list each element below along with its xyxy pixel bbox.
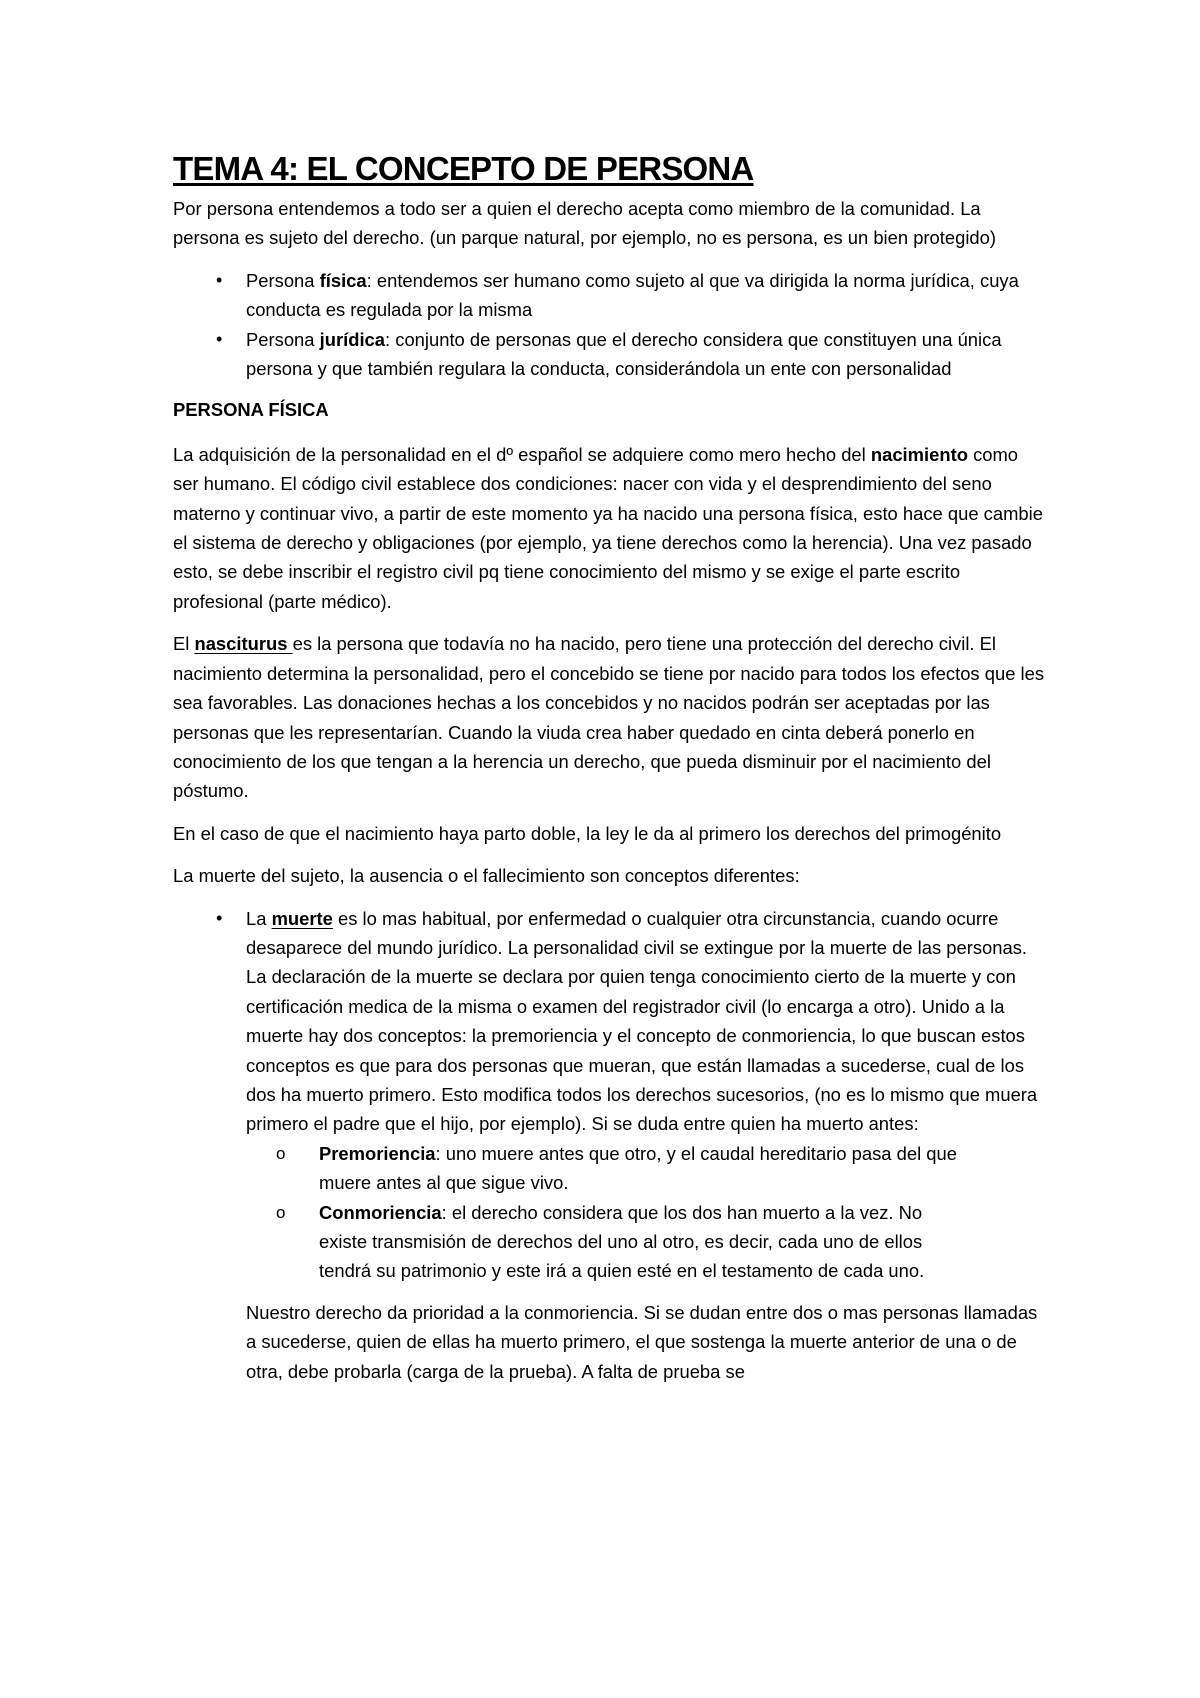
term-conmoriencia: Conmoriencia: [319, 1201, 442, 1223]
item-text: : uno muere antes que otro, y el caudal hereditario pasa del que muere antes al que sigue vivo.: [319, 1142, 957, 1194]
item-prefix: Persona: [246, 269, 320, 291]
text-segment: es lo mas habitual, por enfermedad o cualquier otra circunstancia, cuando ocurre desaparece del mundo jurídico. La personalidad civil se extingue por la muerte de las personas. La declaración de la muerte se declara por quien tenga conocimiento cierto de la muerte y con certificación medica de la misma o examen del registrador civil (lo encarga a otro). Unido a la muerte hay dos conceptos: la premoriencia y el concepto de conmoriencia, lo que buscan estos conceptos es que para dos personas que mueran, que están llamadas a sucederse, cual de los dos ha muerto primero. Esto modifica todos los derechos sucesorios, (no es lo mismo que muera primero el padre que el hijo, por ejemplo). Si se duda entre quien ha muerto antes:: [246, 907, 1038, 1135]
circle-bullet-icon: o: [276, 1202, 286, 1222]
term-fisica: física: [319, 269, 367, 291]
muerte-list: [173, 904, 1048, 1286]
list-item-muerte: [173, 904, 1048, 1286]
item-prefix: Persona: [246, 328, 320, 350]
term-nacimiento: nacimiento: [870, 443, 968, 465]
circle-bullet-icon: o: [276, 1143, 286, 1163]
item-text: : el derecho considera que los dos han muerto a la vez. No existe transmisión de derechos del uno al otro, es decir, cada uno de ellos tendrá su patrimonio y este irá a quien esté en el testamento de cada uno.: [319, 1201, 925, 1282]
term-muerte: muerte: [271, 907, 333, 929]
item-text: : conjunto de personas que el derecho considera que constituyen una única persona y que también regulara la conducta, considerándola un ente con personalidad: [246, 328, 1002, 380]
persona-types-list: [173, 266, 1048, 384]
term-juridica: jurídica: [319, 328, 386, 350]
list-item-persona-fisica: [173, 266, 1048, 325]
nasciturus-paragraph: [173, 629, 1048, 805]
item-text: : entendemos ser humano como sujeto al que va dirigida la norma jurídica, cuya conducta es regulada por la misma: [246, 269, 1019, 321]
sub-item-conmoriencia: [246, 1198, 975, 1286]
text-segment: es la persona que todavía no ha nacido, pero tiene una protección del derecho civil. El nacimiento determina la personalidad, pero el concebido se tiene por nacido para todos los efectos que les sea favorables. Las donaciones hechas a los concebidos y no nacidos podrán ser aceptadas por las personas que les representarían. Cuando la viuda crea haber quedado en cinta deberá ponerlo en conocimiento de los que tengan a la herencia un derecho, que pueda disminuir por el nacimiento del póstumo.: [173, 633, 1045, 802]
sub-list: [246, 1139, 1048, 1286]
term-nasciturus: nasciturus: [194, 633, 293, 655]
bullet-icon: •: [216, 269, 223, 290]
list-item-persona-juridica: [173, 325, 1048, 384]
intro-paragraph: Por persona entendemos a todo ser a quien el derecho acepta como miembro de la comunidad. La persona es sujeto del derecho. (un parque natural, por ejemplo, no es persona, es un bien protegido): [173, 198, 997, 249]
page-title: TEMA 4: EL CONCEPTO DE PERSONA: [173, 150, 754, 187]
text-segment: La: [246, 907, 272, 929]
bullet-icon: •: [216, 907, 223, 928]
bullet-icon: •: [216, 328, 223, 349]
sub-item-premoriencia: [246, 1139, 975, 1198]
text-segment: como ser humano. El código civil establece dos condiciones: nacer con vida y el desprendimiento del seno materno y continuar vivo, a partir de este momento ya ha nacido una persona física, esto hace que cambie el sistema de derecho y obligaciones (por ejemplo, ya tiene derechos como la herencia). Una vez pasado esto, se debe inscribir el registro civil pq tiene conocimiento del mismo y se exige el parte escrito profesional (parte médico).: [173, 443, 1043, 612]
closing-paragraph: Nuestro derecho da prioridad a la conmoriencia. Si se dudan entre dos o mas personas llamadas a sucederse, quien de ellas ha muerto primero, el que sostenga la muerte anterior de una o de otra, debe probarla (carga de la prueba). A falta de prueba se: [246, 1301, 1038, 1382]
term-premoriencia: Premoriencia: [319, 1142, 436, 1164]
text-segment: El: [173, 633, 195, 655]
nacimiento-paragraph: [173, 440, 1048, 616]
muerte-intro-paragraph: La muerte del sujeto, la ausencia o el fallecimiento son conceptos diferentes:: [173, 865, 800, 887]
text-segment: La adquisición de la personalidad en el dº español se adquiere como mero hecho del: [173, 443, 871, 465]
parto-paragraph: En el caso de que el nacimiento haya parto doble, la ley le da al primero los derechos del primogénito: [173, 822, 1002, 844]
document-body: [173, 148, 1048, 1386]
section-heading: PERSONA FÍSICA: [173, 399, 329, 421]
